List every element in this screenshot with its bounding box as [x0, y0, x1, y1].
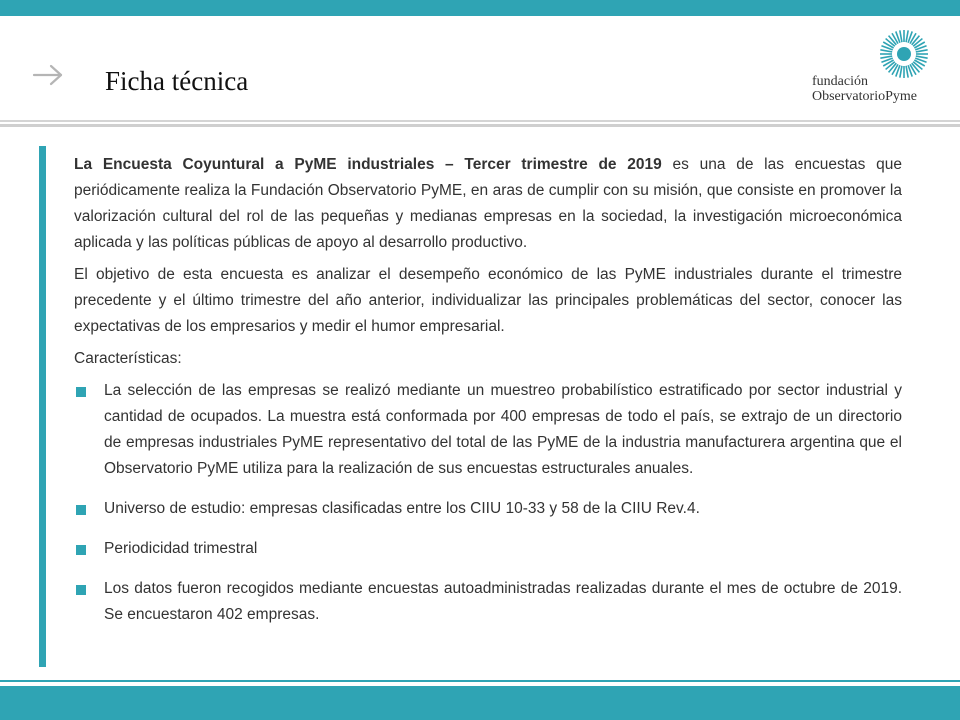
characteristics-heading: Características:: [74, 350, 182, 367]
square-bullet-icon: [76, 505, 86, 515]
arrow-right-icon: [32, 64, 64, 86]
radial-sun-icon: [878, 28, 930, 80]
list-item: [74, 576, 902, 628]
list-item: [74, 496, 902, 522]
square-bullet-icon: [76, 545, 86, 555]
footer-accent-band: [0, 686, 960, 720]
intro-text: es una de las encuestas que periódicamente realiza la Fundación Observatorio PyME, en aras de cumplir con su misión, que consiste en promover la valorización cultural del rol de las pequeñas y medianas empresas en la sociedad, la investigación microeconómica aplicada y las políticas públicas de apoyo al desarrollo productivo.: [74, 156, 902, 251]
list-item-text: La selección de las empresas se realizó mediante un muestreo probabilístico estratificado por sector industrial y cantidad de ocupados. La muestra está conformada por 400 empresas de todo el país, se extrajo de un directorio de empresas industriales PyME representativo del total de las PyME de la industria manufacturera argentina que el Observatorio PyME utiliza para la realización de sus encuestas estructurales anuales.: [104, 382, 902, 477]
square-bullet-icon: [76, 387, 86, 397]
logo-text-fundacion: fundación: [812, 74, 868, 89]
list-item: [74, 536, 902, 562]
list-item-text: Periodicidad trimestral: [104, 540, 258, 557]
logo-text-observatorio: ObservatorioPyme: [812, 89, 917, 104]
characteristics-list: [74, 378, 902, 628]
list-item-text: Universo de estudio: empresas clasificadas entre los CIIU 10-33 y 58 de la CIIU Rev.4.: [104, 500, 700, 517]
square-bullet-icon: [76, 585, 86, 595]
top-accent-band: [0, 0, 960, 16]
page-title: Ficha técnica: [105, 66, 249, 96]
list-item: [74, 378, 902, 482]
footer-accent-line: [0, 680, 960, 682]
header-divider-secondary: [0, 124, 960, 127]
content-body: [74, 152, 902, 642]
header-divider: [0, 120, 960, 122]
intro-paragraph: [74, 152, 902, 256]
intro-bold-lead: La Encuesta Coyuntural a PyME industriales – Tercer trimestre de 2019: [74, 156, 662, 173]
fundacion-observatorio-pyme-logo: [806, 28, 956, 120]
objective-paragraph: El objetivo de esta encuesta es analizar el desempeño económico de las PyME industriales durante el trimestre precedente y el último trimestre del año anterior, individualizar las principales problemáticas del sector, conocer las expectativas de los empresarios y medir el humor empresarial.: [74, 266, 902, 335]
content-accent-bar: [39, 146, 46, 667]
list-item-text: Los datos fueron recogidos mediante encuestas autoadministradas realizadas durante el mes de octubre de 2019. Se encuestaron 402 empresas.: [104, 580, 902, 623]
